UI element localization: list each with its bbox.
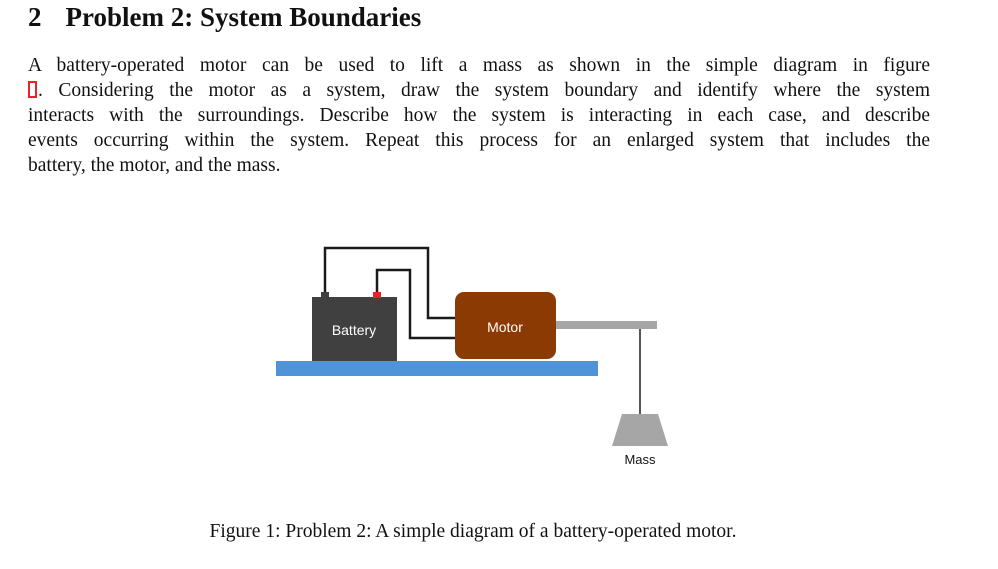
figure-caption xyxy=(0,519,998,545)
problem-line-2-text: . Considering the motor as a system, draw the system boundary and identify where the system xyxy=(38,80,930,101)
problem-line-5: battery, the motor, and the mass. xyxy=(28,155,281,176)
base-platform xyxy=(276,361,598,376)
motor-shaft xyxy=(556,321,657,329)
battery-negative-terminal xyxy=(321,292,329,298)
section-title: Problem 2: System Boundaries xyxy=(65,2,422,32)
problem-line-1: A battery-operated motor can be used to lift a mass as shown in the simple diagram in figure xyxy=(28,55,930,76)
battery-positive-terminal xyxy=(373,292,381,298)
section-number: 2 xyxy=(28,2,42,32)
problem-line-3: interacts with the surroundings. Describe how the system is interacting in each case, and describe xyxy=(28,105,930,126)
figure-caption-text: Figure 1: Problem 2: A simple diagram of a battery-operated motor. xyxy=(209,521,737,542)
motor-label: Motor xyxy=(487,319,523,335)
mass-label: Mass xyxy=(624,452,656,467)
problem-line-4: events occurring within the system. Repeat this process for an enlarged system that includes the xyxy=(28,130,930,151)
battery-label: Battery xyxy=(331,322,377,338)
shaft-end xyxy=(642,321,657,329)
mass-weight xyxy=(612,414,668,446)
